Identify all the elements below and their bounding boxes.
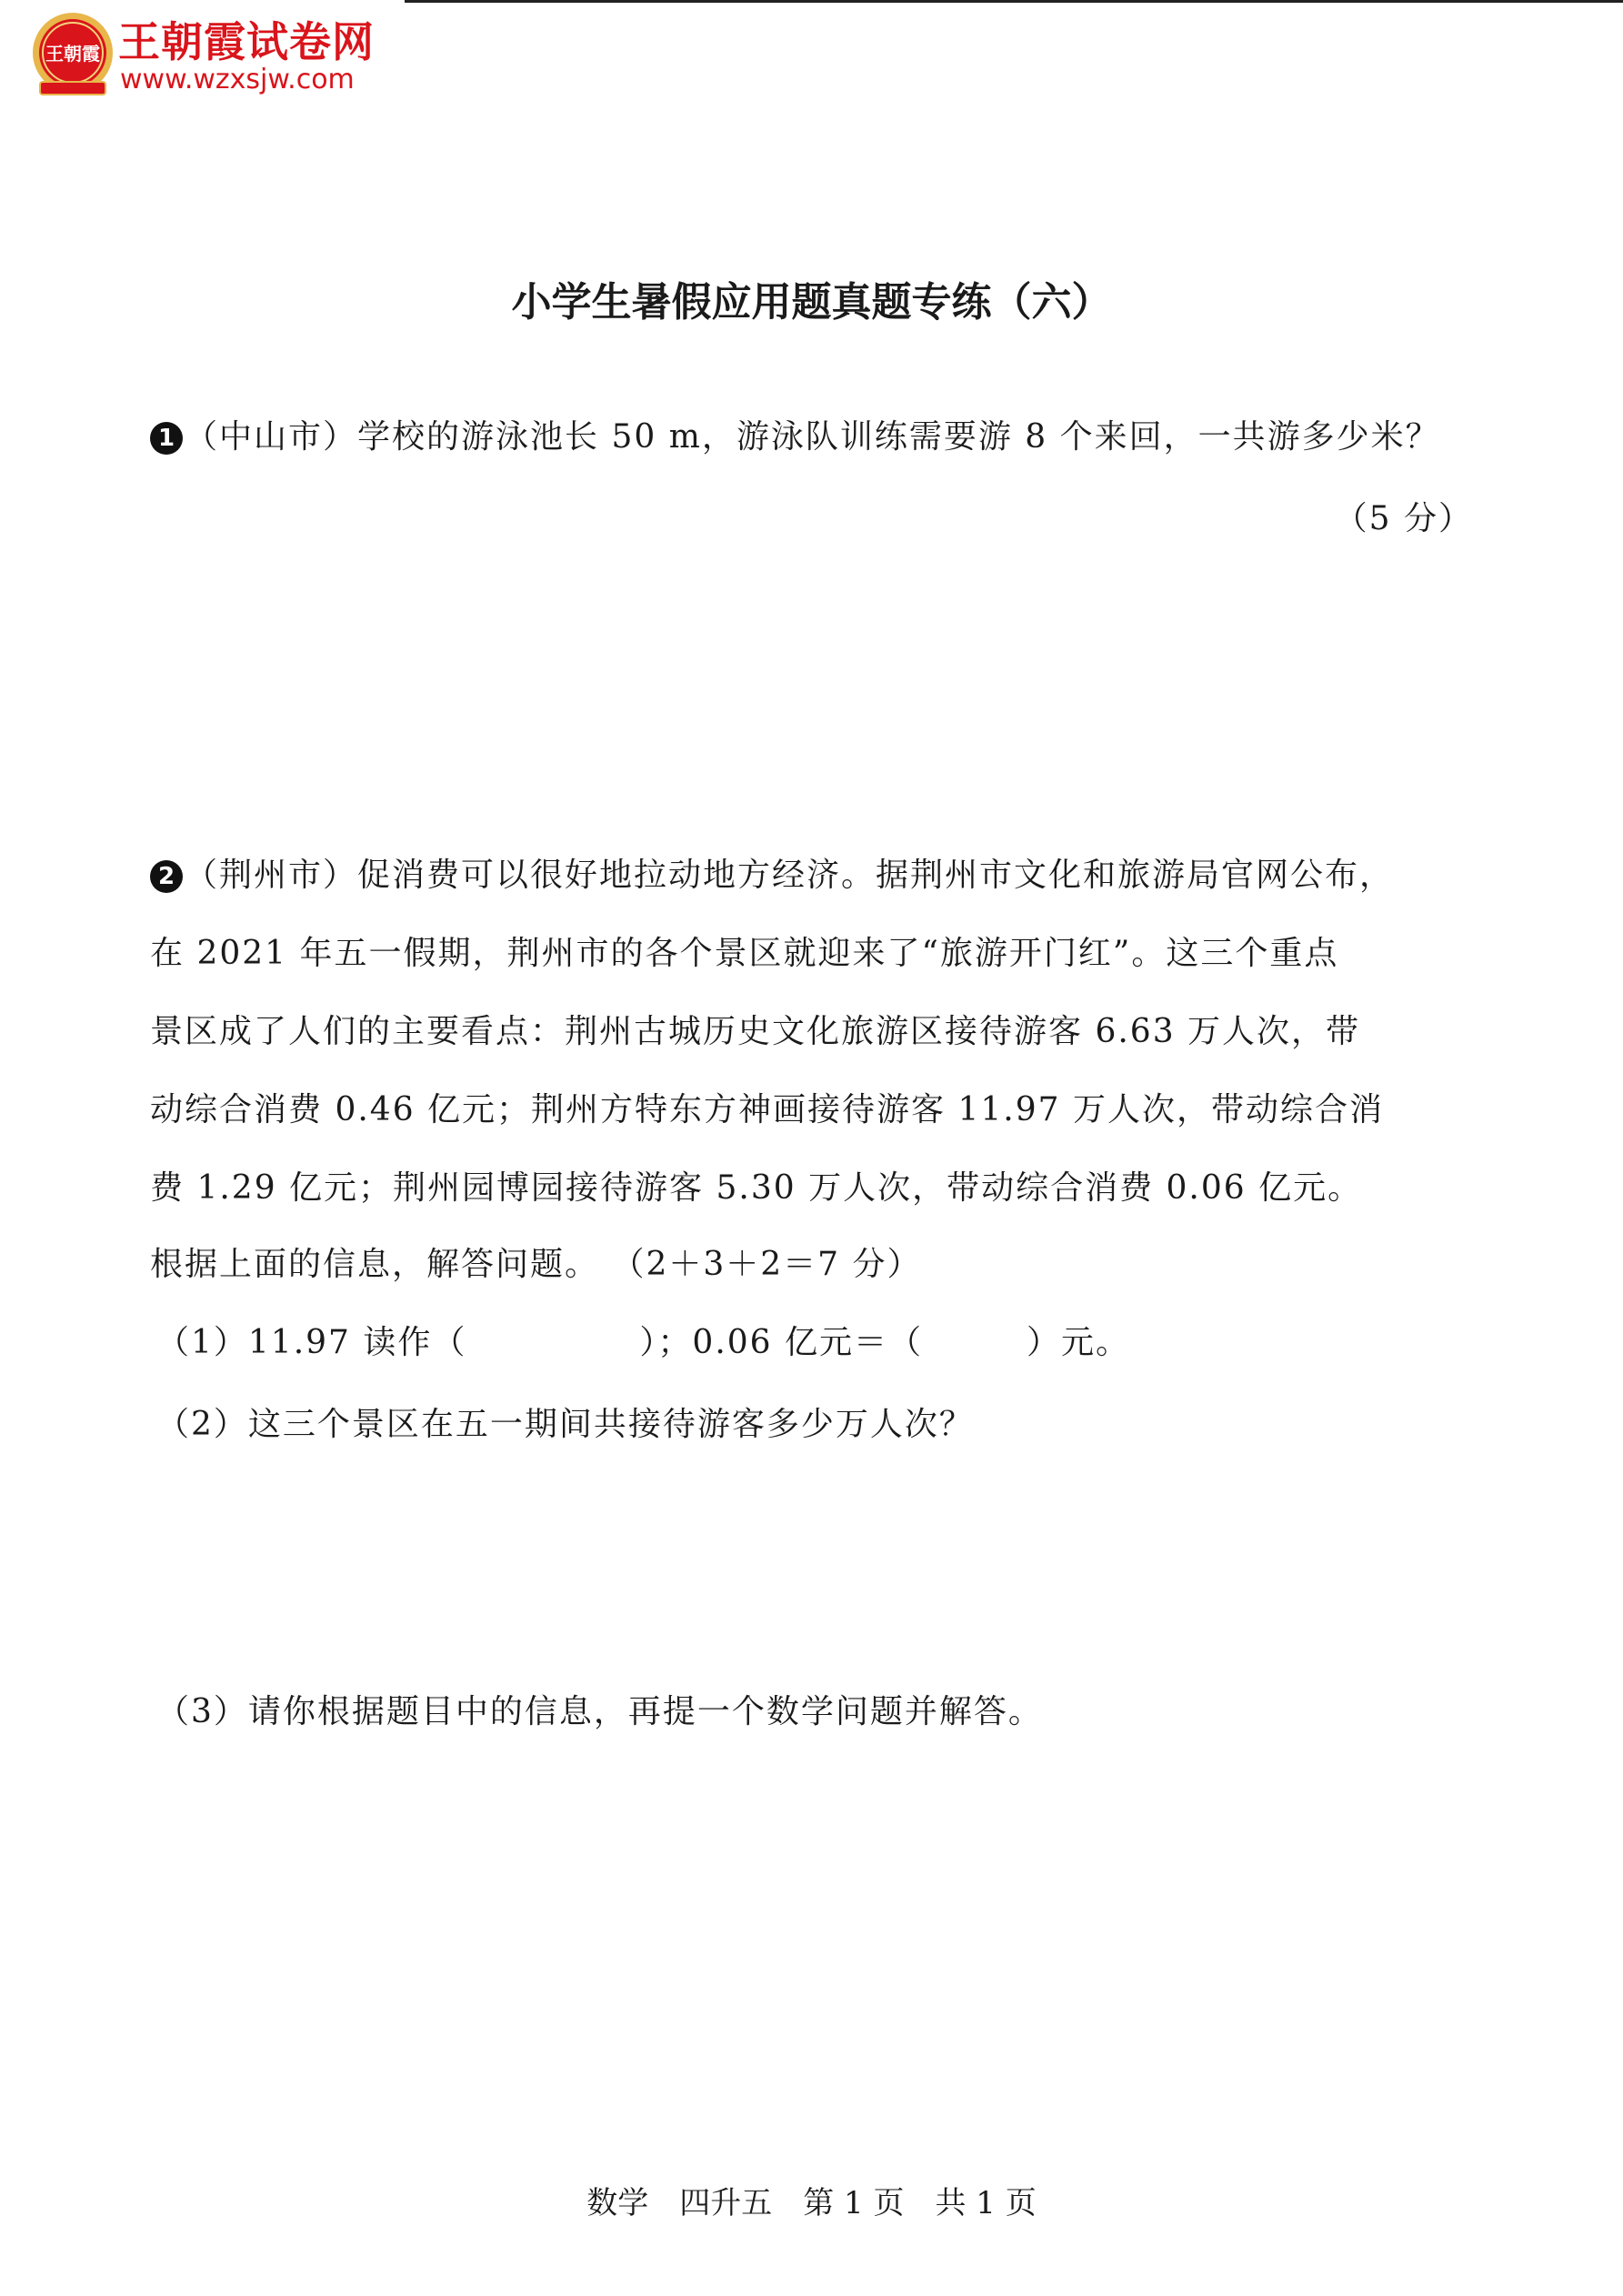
question-1-score: （5 分）: [1334, 500, 1473, 537]
question-1-text: （中山市）学校的游泳池长 50 m，游泳队训练需要游 8 个来回，一共游多少米？: [185, 418, 1440, 456]
question-number-badge: 1: [150, 422, 183, 455]
question-2-sub-3: （3）请你根据题目中的信息，再提一个数学问题并解答。: [156, 1693, 1043, 1730]
question-2-sub-1: （1）11.97 读作（ ）；0.06 亿元＝（ ）元。: [156, 1324, 1131, 1361]
question-2-line-1: 2 （荆州市）促消费可以很好地拉动地方经济。据荆州市文化和旅游局官网公布，: [150, 849, 1394, 896]
page-footer: 数学 四升五 第 1 页 共 1 页: [586, 2185, 1037, 2221]
brand-name: 王朝霞试卷网: [118, 17, 375, 66]
question-2-line-3: 景区成了人们的主要看点：荆州古城历史文化旅游区接待游客 6.63 万人次，带: [150, 1013, 1361, 1050]
svg-text:王朝霞: 王朝霞: [45, 43, 100, 65]
brand-url[interactable]: www.wzxsjw.com: [120, 64, 355, 95]
header-rule: [405, 0, 1623, 3]
question-number-badge: 2: [150, 860, 183, 893]
page-title: 小学生暑假应用题真题专练（六）: [511, 279, 1112, 326]
brand-logo: [27, 9, 118, 100]
question-2-line-6: 根据上面的信息，解答问题。 （2＋3＋2＝7 分）: [150, 1246, 922, 1283]
question-2-line-5: 费 1.29 亿元；荆州园博园接待游客 5.30 万人次，带动综合消费 0.06 亿元。: [150, 1169, 1363, 1207]
question-2-line-2: 在 2021 年五一假期，荆州市的各个景区就迎来了“旅游开门红”。这三个重点: [150, 935, 1339, 972]
question-2-sub-2: （2）这三个景区在五一期间共接待游客多少万人次？: [156, 1406, 974, 1443]
question-1: [150, 411, 1440, 457]
question-2-line-4: 动综合消费 0.46 亿元；荆州方特东方神画接待游客 11.97 万人次，带动综合消: [150, 1091, 1384, 1128]
